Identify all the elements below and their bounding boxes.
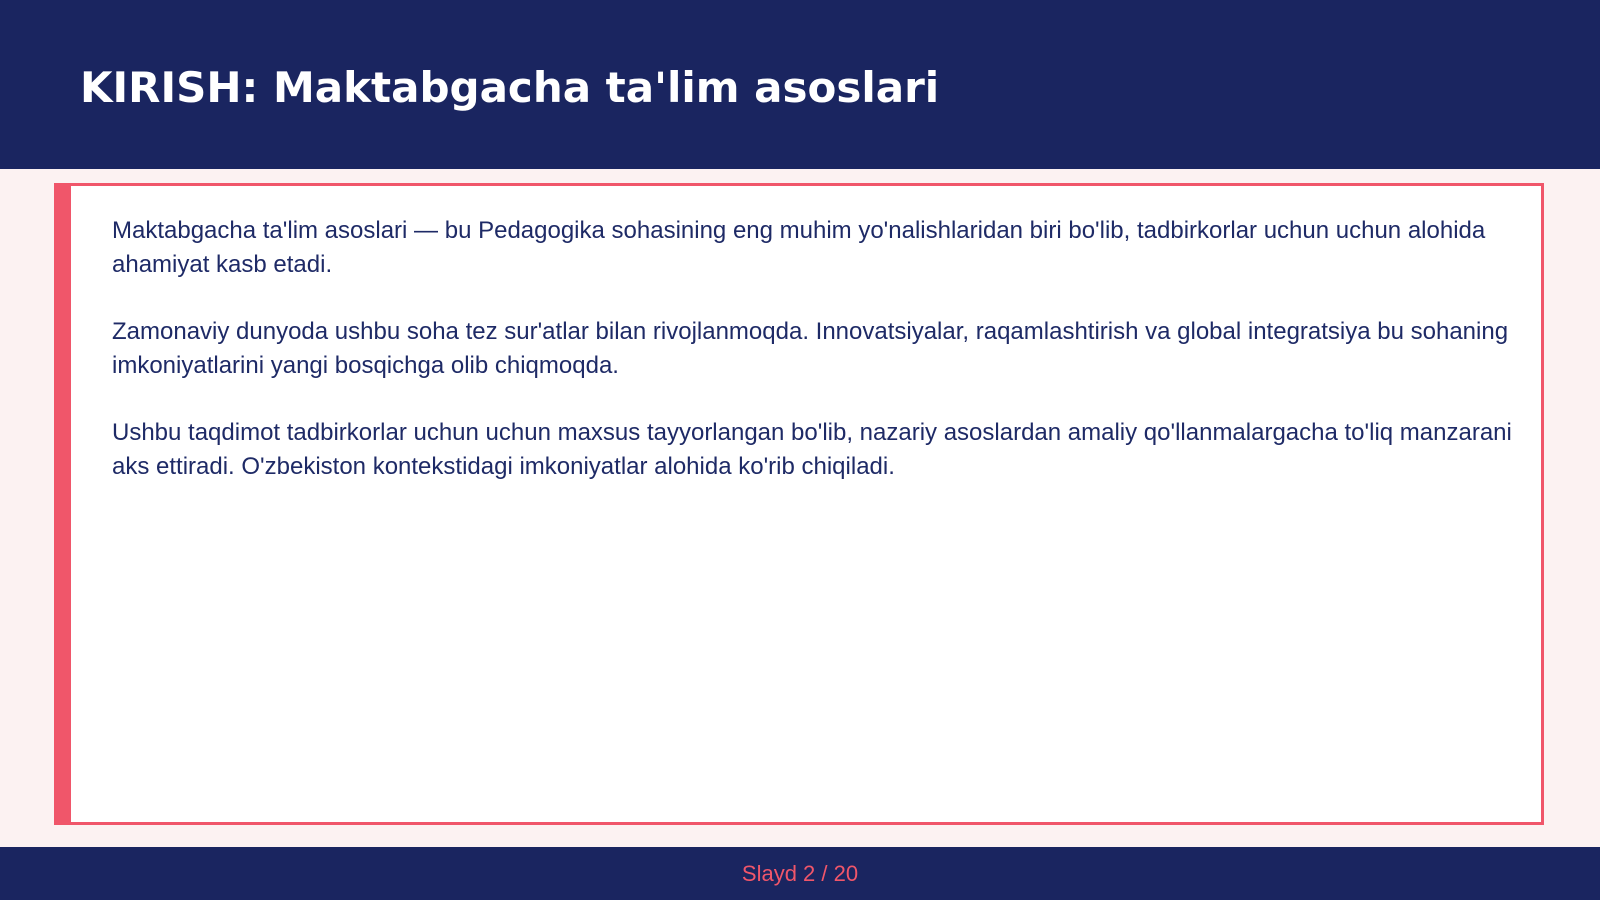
slide-footer bbox=[0, 847, 1600, 900]
presentation-purpose-paragraph: Ushbu taqdimot tadbirkorlar uchun uchun maxsus tayyorlangan bo'lib, nazariy asoslardan amaliy qo'llanmalargacha to'liq manzarani aks ettiradi. O'zbekiston kontekstidagi imkoniyatlar alohida ko'rib chiqiladi. bbox=[112, 419, 1512, 480]
slide-header bbox=[0, 0, 1600, 169]
slide-counter: Slayd 2 / 20 bbox=[741, 861, 859, 886]
slide-title: KIRISH: Maktabgacha ta'lim asoslari bbox=[80, 63, 940, 112]
content-paragraphs bbox=[112, 214, 1512, 517]
development-paragraph: Zamonaviy dunyoda ushbu soha tez sur'atlar bilan rivojlanmoqda. Innovatsiyalar, raqamlashtirish va global integratsiya bu sohaning imkoniyatlarini yangi bosqichga olib chiqmoqda. bbox=[112, 318, 1509, 379]
content-card bbox=[54, 183, 1544, 825]
intro-paragraph: Maktabgacha ta'lim asoslari — bu Pedagogika sohasining eng muhim yo'nalishlaridan biri bo'lib, tadbirkorlar uchun uchun alohida ahamiyat kasb etadi. bbox=[112, 217, 1486, 278]
